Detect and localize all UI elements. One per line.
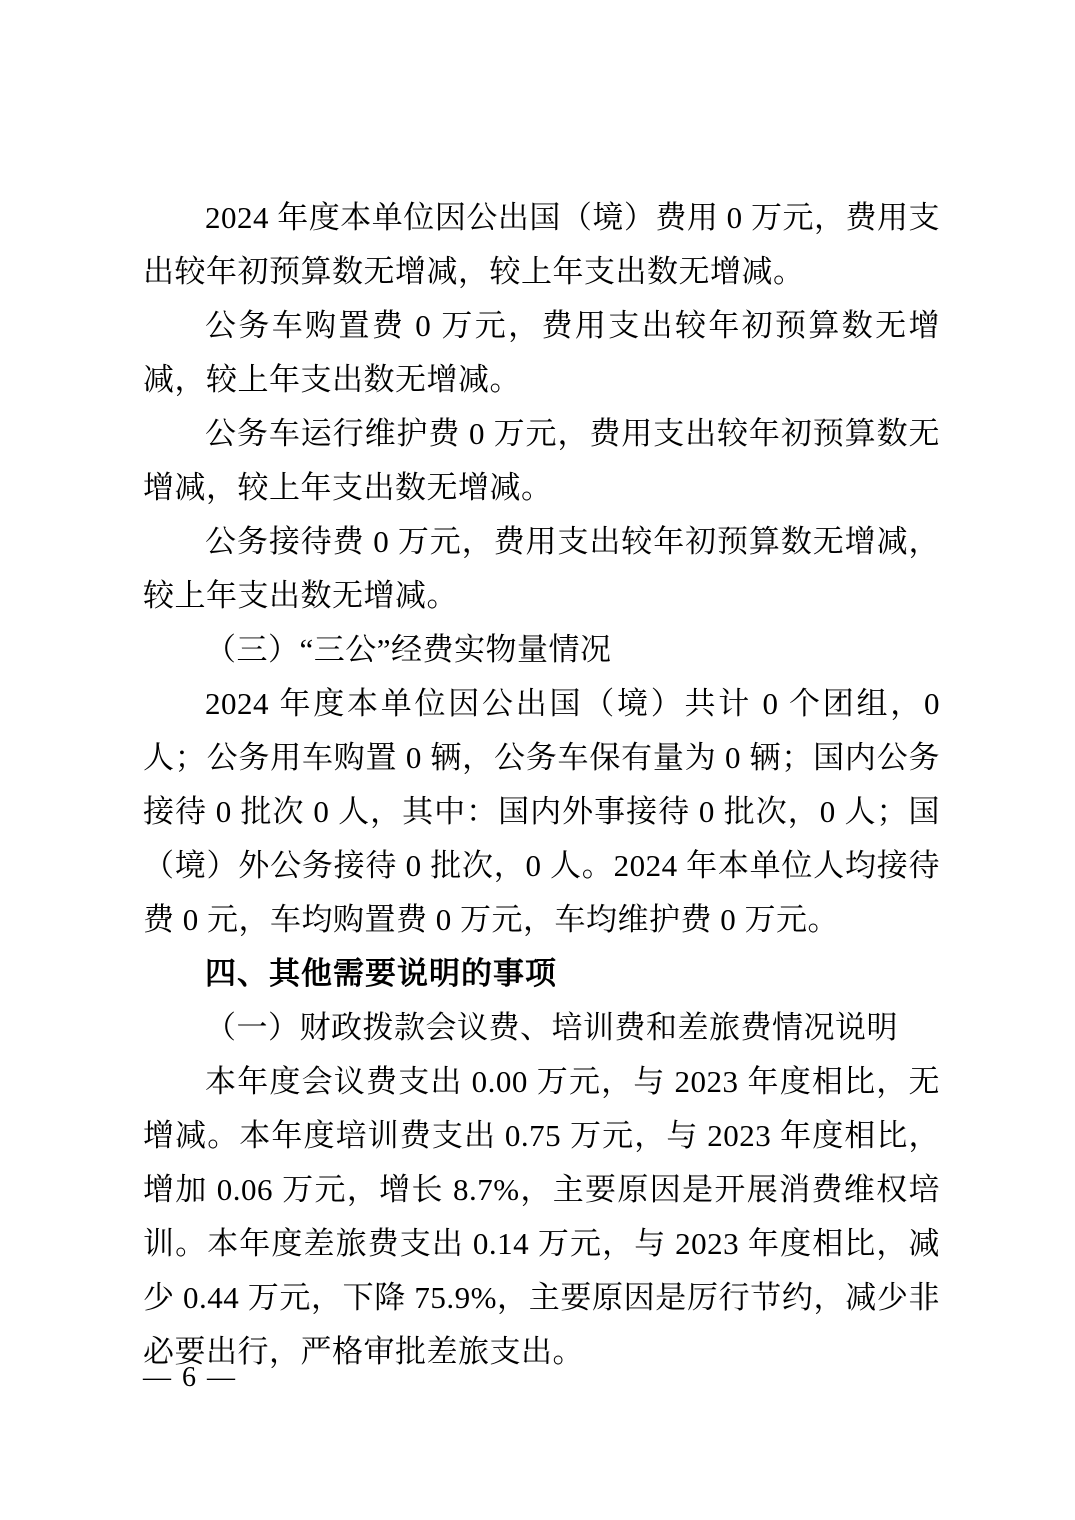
para-official-reception-expense: 公务接待费 0 万元，费用支出较年初预算数无增减，较上年支出数无增减。 (143, 524, 940, 613)
page-number: — 6 — (143, 1362, 237, 1393)
heading-meeting-training-travel-explanation: （一）财政拨款会议费、培训费和差旅费情况说明 (205, 1010, 898, 1045)
heading-other-matters: 四、其他需要说明的事项 (205, 956, 557, 991)
para-vehicle-purchase-expense: 公务车购置费 0 万元，费用支出较年初预算数无增减，较上年支出数无增减。 (143, 308, 940, 397)
document-content (143, 191, 940, 1379)
heading-three-public-physical-quantities: （三）“三公”经费实物量情况 (205, 632, 612, 667)
page-footer (143, 1358, 237, 1398)
para-abroad-expense: 2024 年度本单位因公出国（境）费用 0 万元，费用支出较年初预算数无增减，较上年支出数无增减。 (143, 200, 940, 289)
para-meeting-training-travel-detail: 本年度会议费支出 0.00 万元，与 2023 年度相比，无增减。本年度培训费支出 0.75 万元，与 2023 年度相比，增加 0.06 万元，增长 8.7%，主要原因是开展消费维权培训。本年度差旅费支出 0.14 万元，与 2023 年度相比，减少 0.44 万元，下降 75.9%，主要原因是厉行节约，减少非必要出行，严格审批差旅支出。 (143, 1064, 940, 1369)
para-vehicle-maintenance-expense: 公务车运行维护费 0 万元，费用支出较年初预算数无增减，较上年支出数无增减。 (143, 416, 940, 505)
para-three-public-statistics: 2024 年度本单位因公出国（境）共计 0 个团组，0 人；公务用车购置 0 辆，公务车保有量为 0 辆；国内公务接待 0 批次 0 人，其中：国内外事接待 0 批次，0 人；国（境）外公务接待 0 批次，0 人。2024 年本单位人均接待费 0 元，车均购置费 0 万元，车均维护费 0 万元。 (143, 686, 940, 937)
